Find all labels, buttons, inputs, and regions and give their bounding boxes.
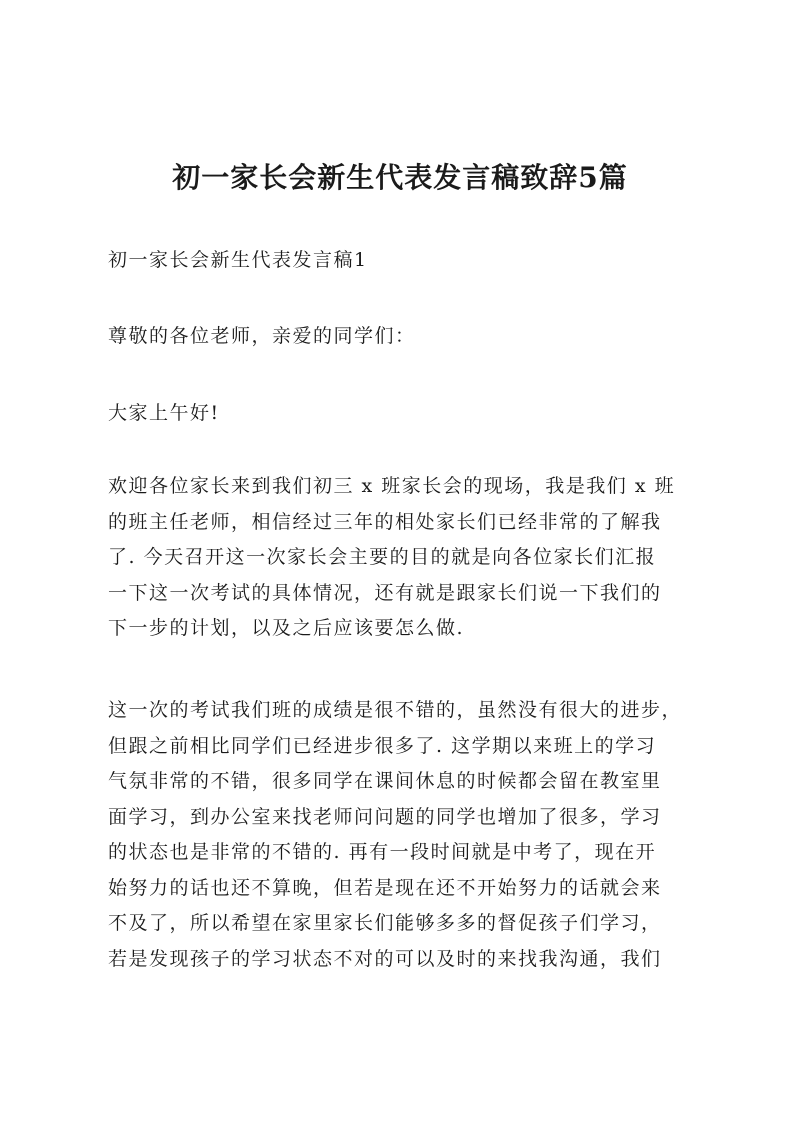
paragraph-1	[108, 469, 698, 647]
greeting: 大家上午好!	[108, 402, 220, 424]
paragraph-2-line: 的状态也是非常的不错的. 再有一段时间就是中考了，现在开	[108, 841, 657, 863]
document-title: 初一家长会新生代表发言稿致辞5篇	[172, 161, 628, 194]
paragraph-2-line: 但跟之前相比同学们已经进步很多了. 这学期以来班上的学习	[108, 734, 657, 757]
paragraph-2-line: 始努力的话也还不算晚，但若是现在还不开始努力的话就会来	[108, 876, 662, 899]
paragraph-1-line: 一下这一次考试的具体情况，还有就是跟家长们说一下我们的	[108, 581, 662, 604]
paragraph-2-line: 不及了，所以希望在家里家长们能够多多的督促孩子们学习，	[108, 912, 662, 934]
paragraph-2-line: 这一次的考试我们班的成绩是很不错的，虽然没有很大的进步，	[108, 699, 683, 721]
paragraph-2	[108, 693, 698, 977]
paragraph-1-line: 欢迎各位家长来到我们初三 x 班家长会的现场，我是我们 x 班	[108, 475, 676, 497]
paragraph-2-line: 若是发现孩子的学习状态不对的可以及时的来找我沟通，我们	[108, 947, 662, 970]
paragraph-1-line: 的班主任老师，相信经过三年的相处家长们已经非常的了解我	[108, 510, 662, 533]
paragraph-1-line: 下一步的计划，以及之后应该要怎么做.	[108, 617, 465, 639]
paragraph-1-line: 了. 今天召开这一次家长会主要的目的就是向各位家长们汇报	[108, 546, 657, 568]
paragraph-2-line: 面学习，到办公室来找老师问问题的同学也增加了很多，学习	[108, 805, 662, 828]
salutation: 尊敬的各位老师，亲爱的同学们：	[108, 325, 416, 347]
section-subtitle: 初一家长会新生代表发言稿1	[108, 249, 368, 271]
paragraph-2-line: 气氛非常的不错，很多同学在课间休息的时候都会留在教室里	[108, 770, 662, 792]
